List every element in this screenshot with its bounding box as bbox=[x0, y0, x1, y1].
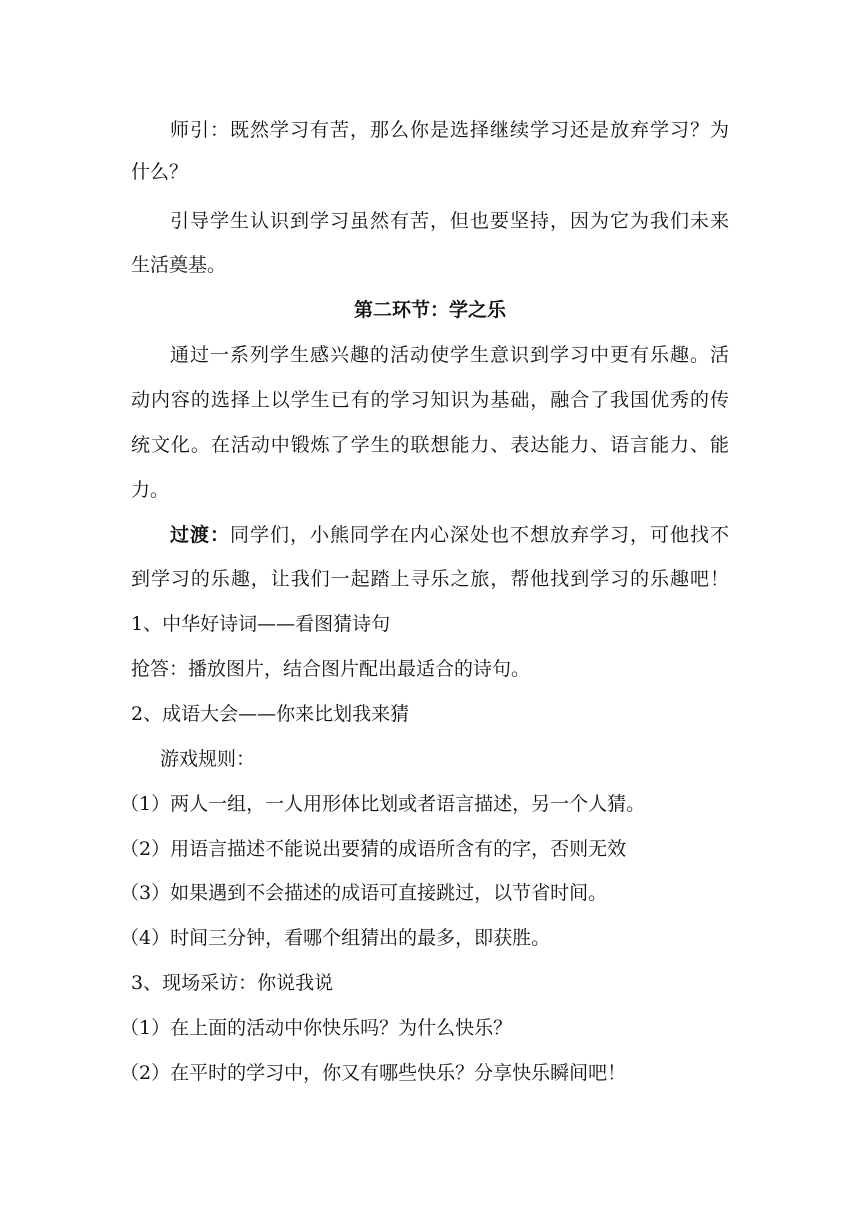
list-item-3-title: 3、现场采访：你说我说 bbox=[131, 972, 334, 994]
paragraph-activities-line-2: 动内容的选择上以学生已有的学习知识为基础，融合了我国优秀的传 bbox=[131, 389, 729, 411]
rule-1: （1）两人一组，一人用形体比划或者语言描述，另一个人猜。 bbox=[120, 793, 646, 815]
game-rules-label: 游戏规则： bbox=[160, 748, 256, 770]
list-item-1-description: 抢答：播放图片，结合图片配出最适合的诗句。 bbox=[131, 658, 531, 680]
transition-label: 过渡： bbox=[170, 524, 230, 546]
rule-4: （4）时间三分钟，看哪个组猜出的最多，即获胜。 bbox=[120, 927, 551, 949]
paragraph-activities-line-1: 通过一系列学生感兴趣的活动使学生意识到学习中更有乐趣。活 bbox=[170, 344, 729, 366]
paragraph-teacher-prompt-line-1: 师引：既然学习有苦，那么你是选择继续学习还是放弃学习？为 bbox=[170, 119, 729, 141]
paragraph-transition-line-1 bbox=[170, 523, 729, 547]
paragraph-guidance-line-2: 生活奠基。 bbox=[131, 254, 227, 276]
rule-3: （3）如果遇到不会描述的成语可直接跳过，以节省时间。 bbox=[120, 882, 608, 904]
paragraph-teacher-prompt-line-2: 什么？ bbox=[131, 161, 189, 183]
paragraph-activities-line-3: 统文化。在活动中锻炼了学生的联想能力、表达能力、语言能力、能 bbox=[131, 434, 729, 456]
paragraph-guidance-line-1: 引导学生认识到学习虽然有苦，但也要坚持，因为它为我们未来 bbox=[170, 210, 729, 232]
interview-question-2: （2）在平时的学习中，你又有哪些快乐？分享快乐瞬间吧！ bbox=[120, 1062, 627, 1084]
interview-question-1: （1）在上面的活动中你快乐吗？为什么快乐？ bbox=[120, 1017, 513, 1039]
paragraph-activities-line-4: 力。 bbox=[131, 479, 170, 501]
list-item-2-title: 2、成语大会——你来比划我来猜 bbox=[131, 703, 410, 725]
paragraph-transition-line-2: 到学习的乐趣，让我们一起踏上寻乐之旅，帮他找到学习的乐趣吧！ bbox=[131, 568, 729, 590]
transition-text: 同学们，小熊同学在内心深处也不想放弃学习，可他找不 bbox=[230, 524, 729, 546]
rule-2: （2）用语言描述不能说出要猜的成语所含有的字，否则无效 bbox=[120, 838, 627, 860]
list-item-1-title: 1、中华好诗词——看图猜诗句 bbox=[131, 613, 391, 635]
section-heading: 第二环节：学之乐 bbox=[353, 299, 506, 321]
